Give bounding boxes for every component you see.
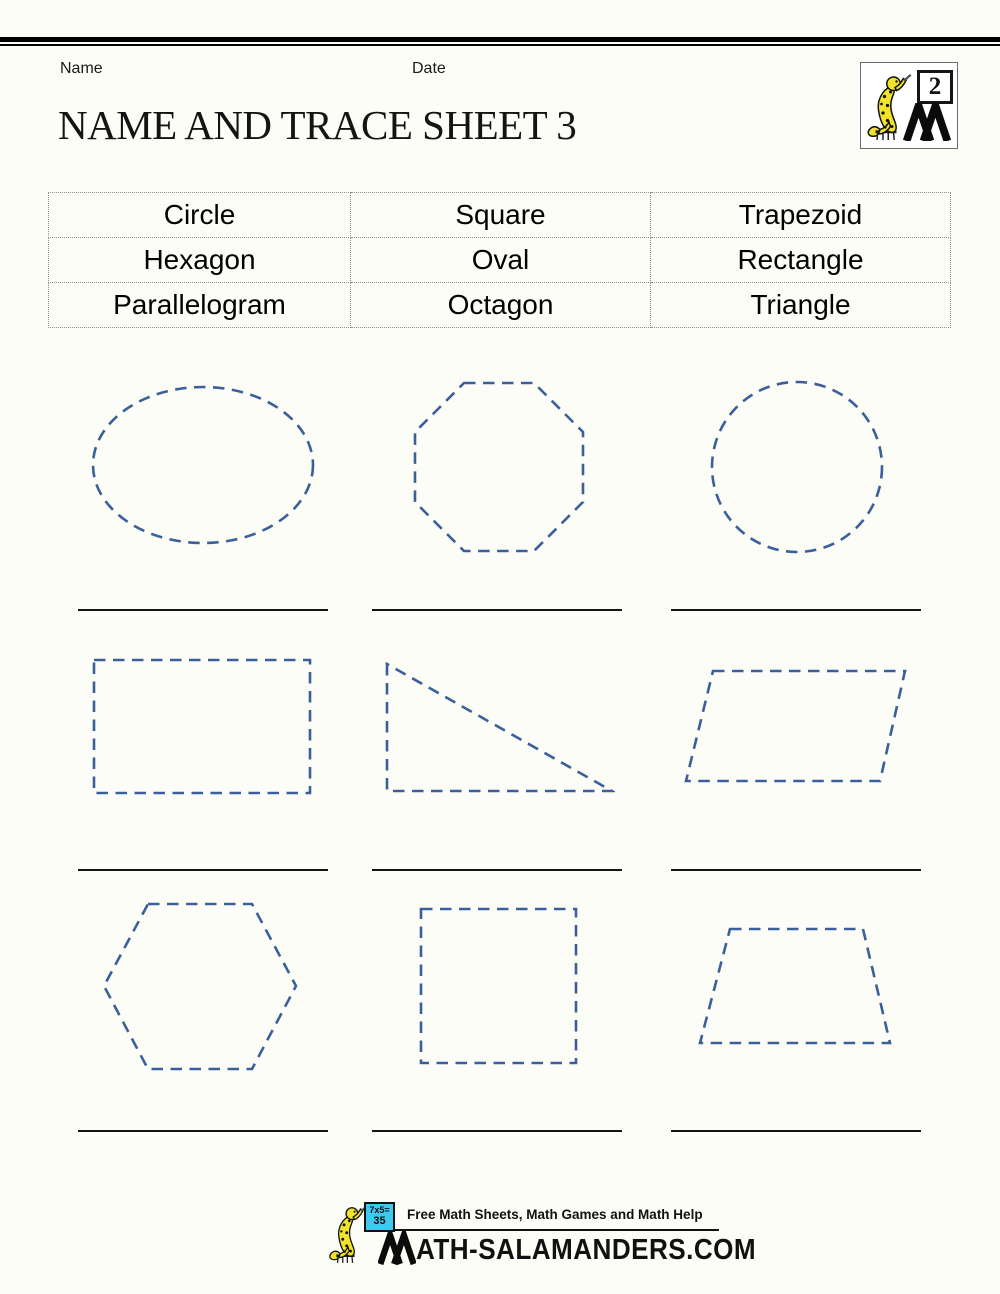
- answer-line: [78, 1130, 328, 1132]
- m-logo-icon: [900, 103, 954, 141]
- salamander-logo: [860, 62, 958, 149]
- date-label: Date: [412, 60, 446, 77]
- trace-shape-parallelogram: [684, 669, 908, 784]
- answer-line: [372, 609, 622, 611]
- trace-shape-right-triangle: [385, 662, 615, 794]
- top-double-rule: [0, 37, 1000, 46]
- word-bank-cell: Circle: [49, 193, 351, 238]
- m-logo-icon: [378, 1231, 416, 1266]
- logo-number-badge: 2: [917, 70, 953, 104]
- word-bank-cell: Parallelogram: [49, 283, 351, 328]
- site-name-text: ATH-SALAMANDERS.COM: [416, 1234, 757, 1266]
- salamander-icon: [327, 1205, 369, 1263]
- trace-shape-circle: [709, 379, 885, 555]
- answer-line: [372, 1130, 622, 1132]
- trace-shape-square: [419, 907, 578, 1065]
- word-bank-cell: Rectangle: [651, 238, 951, 283]
- word-bank-cell: Trapezoid: [651, 193, 951, 238]
- word-bank-cell: Square: [351, 193, 651, 238]
- footer-tagline: Free Math Sheets, Math Games and Math Help: [407, 1207, 703, 1222]
- word-bank-cell: Triangle: [651, 283, 951, 328]
- trace-shape-trapezoid: [698, 927, 892, 1046]
- answer-line: [671, 609, 921, 611]
- math-board: [364, 1202, 395, 1232]
- word-bank-cell: Octagon: [351, 283, 651, 328]
- word-bank-table: [48, 192, 951, 328]
- worksheet-title: NAME AND TRACE SHEET 3: [58, 102, 577, 148]
- trace-shape-oval: [90, 384, 316, 546]
- footer-logo: [322, 1198, 757, 1270]
- word-bank-cell: Hexagon: [49, 238, 351, 283]
- answer-line: [78, 609, 328, 611]
- trace-shape-octagon: [413, 381, 585, 553]
- math-board-line2: 35: [373, 1215, 386, 1228]
- name-label: Name: [60, 60, 103, 77]
- word-bank-cell: Oval: [351, 238, 651, 283]
- answer-line: [372, 869, 622, 871]
- site-name: [378, 1231, 794, 1266]
- trace-shape-rectangle: [92, 658, 312, 795]
- trace-shape-hexagon: [102, 902, 298, 1071]
- math-board-line1: 7x5=: [369, 1205, 390, 1215]
- answer-line: [671, 1130, 921, 1132]
- answer-line: [78, 869, 328, 871]
- answer-line: [671, 869, 921, 871]
